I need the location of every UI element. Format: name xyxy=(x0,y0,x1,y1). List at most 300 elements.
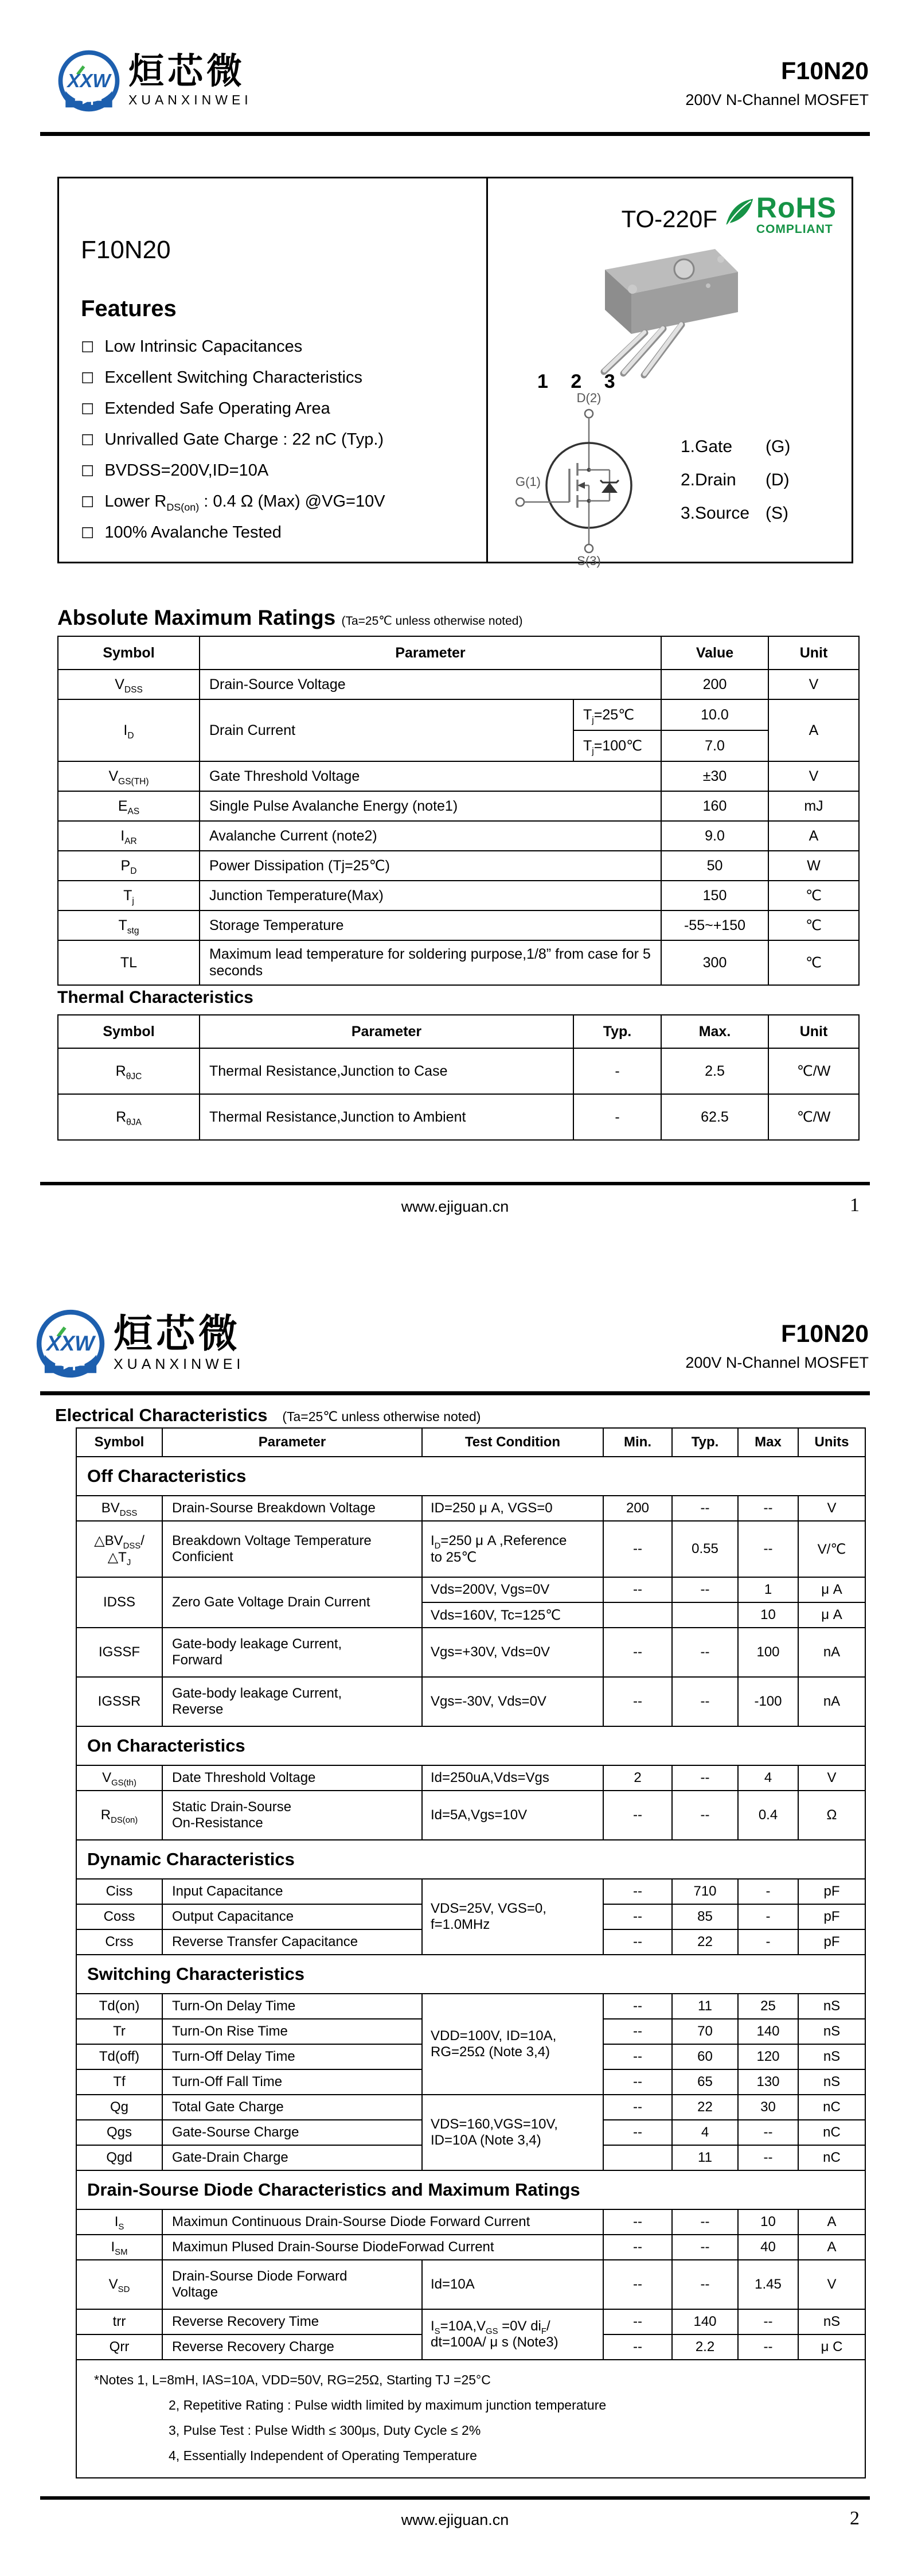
note-line: *Notes 1, L=8mH, IAS=10A, VDD=50V, RG=25Ω, Starting TJ =25°C xyxy=(94,2372,491,2387)
table-row xyxy=(58,1048,859,1094)
max-cell: 2.5 xyxy=(661,1048,768,1094)
checkbox-icon: ☐ xyxy=(81,524,95,542)
pin-legend xyxy=(681,423,790,523)
condition-cell: $T_j=100℃$ xyxy=(573,730,661,761)
feature-item xyxy=(81,523,486,542)
brand-logo xyxy=(57,49,252,112)
features-title: Features xyxy=(81,296,177,321)
min-cell: -- xyxy=(603,2120,672,2145)
col-header: Unit xyxy=(768,1015,859,1048)
typ-cell: 60 xyxy=(672,2044,738,2069)
typ-cell: -- xyxy=(672,2235,738,2260)
condition-cell: Id=250uA,Vds=Vgs xyxy=(422,1765,603,1791)
unit-cell: A xyxy=(768,821,859,851)
max-cell: -- xyxy=(738,2309,798,2334)
condition-cell: VDD=100V, ID=10A, RG=25Ω (Note 3,4) xyxy=(422,1994,603,2095)
col-header: Symbol xyxy=(76,1428,162,1457)
unit-cell: nS xyxy=(798,1994,865,2019)
note-line: 3, Pulse Test : Pulse Width ≤ 300μs, Duty Cycle ≤ 2% xyxy=(169,2423,481,2438)
max-cell: -- xyxy=(738,1521,798,1577)
col-header: Parameter xyxy=(200,1015,573,1048)
feature-item xyxy=(81,461,486,480)
symbol-cell: $\triangle BV_{DSS}/$ $\triangle T_J$ xyxy=(76,1521,162,1577)
min-cell: -- xyxy=(603,1791,672,1840)
unit-cell: μ A xyxy=(798,1602,865,1628)
section-row-diode: Drain-Sourse Diode Characteristics and Maximum Ratings xyxy=(76,2170,865,2209)
typ-cell: -- xyxy=(672,1628,738,1677)
param-cell: Maximun Continuous Drain-Sourse Diode Forward Current xyxy=(162,2209,603,2235)
table-row xyxy=(58,1094,859,1140)
feature-item xyxy=(81,399,486,418)
max-cell: 100 xyxy=(738,1628,798,1677)
min-cell xyxy=(603,2145,672,2170)
features-list xyxy=(81,337,486,542)
symbol-cell: $I_{SM}$ xyxy=(76,2235,162,2260)
typ-cell: 140 xyxy=(672,2309,738,2334)
symbol-cell: trr xyxy=(76,2309,162,2334)
table-row xyxy=(58,670,859,699)
header-rule xyxy=(40,1391,870,1395)
electrical-table xyxy=(76,1427,866,2478)
max-cell: 1.45 xyxy=(738,2260,798,2309)
unit-cell: V xyxy=(798,1765,865,1791)
value-cell: 10.0 xyxy=(661,699,768,730)
param-cell: Maximum lead temperature for soldering purpose,1/8” from case for 5 seconds xyxy=(200,940,661,985)
table-header-row xyxy=(58,1015,859,1048)
max-cell: 130 xyxy=(738,2069,798,2095)
section-row-dynamic: Dynamic Characteristics xyxy=(76,1840,865,1879)
condition-cell: Vgs=+30V, Vds=0V xyxy=(422,1628,603,1677)
symbol-cell: IDSS xyxy=(76,1577,162,1628)
brand-logo-icon xyxy=(57,49,120,112)
value-cell: ±30 xyxy=(661,761,768,791)
typ-cell: 11 xyxy=(672,1994,738,2019)
condition-cell: $T_j=25℃$ xyxy=(573,699,661,730)
max-cell: 10 xyxy=(738,1602,798,1628)
brand-name-cn: 烜芯微 xyxy=(128,52,246,91)
symbol-cell: Td(off) xyxy=(76,2044,162,2069)
col-header: Value xyxy=(661,636,768,670)
condition-cell: Vds=160V, Tc=125℃ xyxy=(422,1602,603,1628)
max-cell: -- xyxy=(738,1496,798,1521)
legend-item: 1.Gate (G) xyxy=(681,437,791,456)
table-row xyxy=(58,940,859,985)
symbol-cell: $BV_{DSS}$ xyxy=(76,1496,162,1521)
max-cell: - xyxy=(738,1879,798,1904)
col-header: Unit xyxy=(768,636,859,670)
param-cell: Zero Gate Voltage Drain Current xyxy=(162,1577,422,1628)
min-cell: -- xyxy=(603,1577,672,1602)
overview-panel xyxy=(57,177,853,568)
min-cell: -- xyxy=(603,2309,672,2334)
table-row xyxy=(76,1677,865,1726)
typ-cell: -- xyxy=(672,1677,738,1726)
col-header: Max. xyxy=(661,1015,768,1048)
unit-cell: pF xyxy=(798,1929,865,1955)
min-cell: -- xyxy=(603,1879,672,1904)
unit-cell: A xyxy=(768,699,859,761)
col-header: Min. xyxy=(603,1428,672,1457)
min-cell: -- xyxy=(603,1628,672,1677)
feature-item xyxy=(81,492,486,511)
min-cell: -- xyxy=(603,2044,672,2069)
symbol-cell: Tf xyxy=(76,2069,162,2095)
table-row xyxy=(76,1765,865,1791)
unit-cell: nS xyxy=(798,2019,865,2044)
unit-cell: nC xyxy=(798,2120,865,2145)
max-cell: 30 xyxy=(738,2095,798,2120)
condition-cell: Id=5A,Vgs=10V xyxy=(422,1791,603,1840)
feature-item xyxy=(81,430,486,449)
symbol-cell: Tr xyxy=(76,2019,162,2044)
min-cell: -- xyxy=(603,1521,672,1577)
param-cell: Turn-Off Fall Time xyxy=(162,2069,422,2095)
pin-numbers: 1 2 3 xyxy=(537,370,624,392)
symbol-cell: $T_{stg}$ xyxy=(58,910,200,940)
value-cell: 160 xyxy=(661,791,768,821)
condition-cell: VDS=25V, VGS=0, f=1.0MHz xyxy=(422,1879,603,1955)
max-cell: 140 xyxy=(738,2019,798,2044)
table-row xyxy=(76,2235,865,2260)
feature-item xyxy=(81,368,486,387)
symbol-cell: IGSSF xyxy=(76,1628,162,1677)
symbol-cell: $I_{AR}$ xyxy=(58,821,200,851)
param-cell: Thermal Resistance,Junction to Ambient xyxy=(200,1094,573,1140)
part-label: F10N20 xyxy=(81,236,171,264)
param-cell: Storage Temperature xyxy=(200,910,661,940)
param-cell: Drain-Sourse Breakdown Voltage xyxy=(162,1496,422,1521)
legend-item: 2.Drain (D) xyxy=(681,470,790,489)
typ-cell: 11 xyxy=(672,2145,738,2170)
condition-cell: ID=250 μ A, VGS=0 xyxy=(422,1496,603,1521)
unit-cell: V xyxy=(768,761,859,791)
doc-subtitle: 200V N-Channel MOSFET xyxy=(685,91,869,108)
col-header: Parameter xyxy=(200,636,661,670)
thermal-table xyxy=(57,1014,860,1141)
table-row xyxy=(76,2309,865,2334)
unit-cell: ℃ xyxy=(768,881,859,910)
feature-text: BVDSS=200V,ID=10A xyxy=(104,461,269,480)
condition-cell: $I_D=250$ μ A ,Reference to 25℃ xyxy=(422,1521,603,1577)
min-cell: -- xyxy=(603,2095,672,2120)
unit-cell: V xyxy=(768,670,859,699)
unit-cell: ℃/W xyxy=(768,1048,859,1094)
table-row xyxy=(76,2209,865,2235)
max-cell: -- xyxy=(738,2334,798,2360)
unit-cell: V xyxy=(798,2260,865,2309)
col-header: Symbol xyxy=(58,1015,200,1048)
unit-cell: nS xyxy=(798,2309,865,2334)
to220f-package-image xyxy=(536,236,783,380)
typ-cell xyxy=(672,1602,738,1628)
unit-cell: pF xyxy=(798,1879,865,1904)
typ-cell: -- xyxy=(672,2260,738,2309)
brand-name-en: XUANXINWEI xyxy=(114,1356,245,1372)
param-cell: Gate-Sourse Charge xyxy=(162,2120,422,2145)
typ-cell: 65 xyxy=(672,2069,738,2095)
unit-cell: W xyxy=(768,851,859,881)
param-cell: Drain-Sourse Diode Forward Voltage xyxy=(162,2260,422,2309)
param-cell: Gate Threshold Voltage xyxy=(200,761,661,791)
typ-cell: 22 xyxy=(672,1929,738,1955)
page-number: 2 xyxy=(850,2508,860,2529)
col-header: Typ. xyxy=(573,1015,661,1048)
rohs-line1: RoHS xyxy=(756,192,837,224)
symbol-cell: $V_{SD}$ xyxy=(76,2260,162,2309)
min-cell xyxy=(603,1602,672,1628)
table-header-row xyxy=(76,1428,865,1457)
table-row xyxy=(58,699,859,730)
param-cell: Output Capacitance xyxy=(162,1904,422,1929)
table-row xyxy=(58,851,859,881)
symbol-cell: $E_{AS}$ xyxy=(58,791,200,821)
typ-cell: 2.2 xyxy=(672,2334,738,2360)
symbol-cell: Crss xyxy=(76,1929,162,1955)
site-link: www.ejiguan.cn xyxy=(401,2511,509,2528)
symbol-row xyxy=(503,390,852,569)
note-line: 2, Repetitive Rating : Pulse width limited by maximum junction temperature xyxy=(169,2398,607,2412)
min-cell: -- xyxy=(603,2334,672,2360)
symbol-cell: Qgs xyxy=(76,2120,162,2145)
page-2 xyxy=(0,1288,910,2576)
feature-text: Extended Safe Operating Area xyxy=(104,399,330,418)
symbol-cell: $I_S$ xyxy=(76,2209,162,2235)
checkbox-icon: ☐ xyxy=(81,369,95,387)
symbol-cell: TL xyxy=(58,940,200,985)
unit-cell: pF xyxy=(798,1904,865,1929)
min-cell: 2 xyxy=(603,1765,672,1791)
symbol-cell: $V_{GS(th)}$ xyxy=(76,1765,162,1791)
drain-label: D(2) xyxy=(576,390,602,405)
typ-cell: -- xyxy=(672,1791,738,1840)
max-cell: 10 xyxy=(738,2209,798,2235)
param-cell: Drain Current xyxy=(200,699,573,761)
unit-cell: ℃ xyxy=(768,910,859,940)
col-header: Parameter xyxy=(162,1428,422,1457)
unit-cell: Ω xyxy=(798,1791,865,1840)
electrical-title-note: (Ta=25℃ unless otherwise noted) xyxy=(282,1409,481,1424)
unit-cell: A xyxy=(798,2235,865,2260)
condition-cell: VDS=160,VGS=10V, ID=10A (Note 3,4) xyxy=(422,2095,603,2170)
symbol-cell: $I_D$ xyxy=(58,699,200,761)
table-row xyxy=(76,1628,865,1677)
max-cell: 62.5 xyxy=(661,1094,768,1140)
param-cell: Avalanche Current (note2) xyxy=(200,821,661,851)
typ-cell: 4 xyxy=(672,2120,738,2145)
header-rule xyxy=(40,132,870,136)
param-cell: Gate-Drain Charge xyxy=(162,2145,422,2170)
unit-cell: nA xyxy=(798,1677,865,1726)
section-row-on: On Characteristics xyxy=(76,1726,865,1765)
gate-label: G(1) xyxy=(515,474,541,489)
table-row xyxy=(76,1879,865,1904)
value-cell: 300 xyxy=(661,940,768,985)
symbol-cell: Qrr xyxy=(76,2334,162,2360)
typ-cell: -- xyxy=(672,1496,738,1521)
svg-text:XXW: XXW xyxy=(46,1332,95,1356)
electrical-title: Electrical Characteristics (Ta=25℃ unless otherwise noted) xyxy=(55,1405,481,1425)
rohs-text xyxy=(756,192,837,236)
doc-header-right xyxy=(685,1320,869,1372)
unit-cell: ℃/W xyxy=(768,1094,859,1140)
abs-max-table xyxy=(57,636,860,986)
feature-item xyxy=(81,337,486,356)
param-cell: Drain-Source Voltage xyxy=(200,670,661,699)
param-cell: Input Capacitance xyxy=(162,1879,422,1904)
brand-logo-icon xyxy=(36,1309,106,1379)
min-cell: -- xyxy=(603,2209,672,2235)
part-number: F10N20 xyxy=(781,57,869,85)
table-row xyxy=(58,791,859,821)
doc-subtitle: 200V N-Channel MOSFET xyxy=(685,1354,869,1371)
table-row xyxy=(76,1791,865,1840)
feature-text: 100% Avalanche Tested xyxy=(104,523,282,542)
notes-row xyxy=(76,2360,865,2478)
condition-cell: Vds=200V, Vgs=0V xyxy=(422,1577,603,1602)
brand-name-cn: 烜芯微 xyxy=(114,1312,241,1356)
max-cell: 0.4 xyxy=(738,1791,798,1840)
min-cell: -- xyxy=(603,2235,672,2260)
table-header-row xyxy=(58,636,859,670)
symbol-cell: $V_{GS(TH)}$ xyxy=(58,761,200,791)
typ-cell: - xyxy=(573,1094,661,1140)
param-cell: Breakdown Voltage Temperature Conficient xyxy=(162,1521,422,1577)
brand-text xyxy=(114,1314,244,1373)
min-cell: -- xyxy=(603,1994,672,2019)
min-cell: -- xyxy=(603,1677,672,1726)
note-line: 4, Essentially Independent of Operating Temperature xyxy=(169,2448,477,2463)
symbol-cell: Ciss xyxy=(76,1879,162,1904)
min-cell: -- xyxy=(603,1929,672,1955)
symbol-cell: $R_{DS(on)}$ xyxy=(76,1791,162,1840)
abs-max-title: Absolute Maximum Ratings (Ta=25℃ unless otherwise noted) xyxy=(57,606,523,629)
rohs-line2: COMPLIANT xyxy=(756,222,833,236)
min-cell: -- xyxy=(603,1904,672,1929)
package-panel xyxy=(488,178,852,568)
unit-cell: A xyxy=(798,2209,865,2235)
checkbox-icon: ☐ xyxy=(81,400,95,418)
package-header xyxy=(488,192,837,236)
checkbox-icon: ☐ xyxy=(81,431,95,449)
condition-cell: $I_S=10A,V_{GS} =0V$ $di_F/$ dt=100A/ μ s (Note3) xyxy=(422,2309,603,2360)
value-cell: 7.0 xyxy=(661,730,768,761)
col-header: Units xyxy=(798,1428,865,1457)
param-cell: Reverse Recovery Charge xyxy=(162,2334,422,2360)
col-header: Max xyxy=(738,1428,798,1457)
max-cell: - xyxy=(738,1929,798,1955)
symbol-cell: Coss xyxy=(76,1904,162,1929)
param-cell: Total Gate Charge xyxy=(162,2095,422,2120)
part-number: F10N20 xyxy=(781,1320,869,1348)
max-cell: -- xyxy=(738,2120,798,2145)
unit-cell: nA xyxy=(798,1628,865,1677)
checkbox-icon: ☐ xyxy=(81,338,95,356)
thermal-title: Thermal Characteristics xyxy=(57,988,253,1007)
feature-text: Unrivalled Gate Charge : 22 nC (Typ.) xyxy=(104,430,384,449)
table-row xyxy=(76,1577,865,1602)
features-panel xyxy=(59,178,488,562)
min-cell: -- xyxy=(603,2069,672,2095)
feature-text: Lower $R_{DS(on)}$ : 0.4 Ω (Max) @VG=10V xyxy=(104,492,385,513)
typ-cell: -- xyxy=(672,1577,738,1602)
feature-text: Low Intrinsic Capacitances xyxy=(104,337,303,356)
typ-cell: 0.55 xyxy=(672,1521,738,1577)
max-cell: 25 xyxy=(738,1994,798,2019)
col-header: Symbol xyxy=(58,636,200,670)
symbol-cell: Td(on) xyxy=(76,1994,162,2019)
max-cell: 1 xyxy=(738,1577,798,1602)
param-cell: Static Drain-Sourse On-Resistance xyxy=(162,1791,422,1840)
symbol-cell: $R_{\theta JA}$ xyxy=(58,1094,200,1140)
typ-cell: - xyxy=(573,1048,661,1094)
checkbox-icon: ☐ xyxy=(81,462,95,480)
page-number: 1 xyxy=(850,1194,860,1216)
brand-logo xyxy=(36,1309,244,1379)
param-cell: Junction Temperature(Max) xyxy=(200,881,661,910)
condition-cell: Id=10A xyxy=(422,2260,603,2309)
symbol-cell: $T_j$ xyxy=(58,881,200,910)
param-cell: Turn-Off Delay Time xyxy=(162,2044,422,2069)
table-row xyxy=(76,1521,865,1577)
param-cell: Reverse Transfer Capacitance xyxy=(162,1929,422,1955)
svg-text:XXW: XXW xyxy=(67,70,111,91)
param-cell: Gate-body leakage Current, Forward xyxy=(162,1628,422,1677)
symbol-cell: Qgd xyxy=(76,2145,162,2170)
unit-cell: nC xyxy=(798,2095,865,2120)
value-cell: 200 xyxy=(661,670,768,699)
max-cell: 4 xyxy=(738,1765,798,1791)
table-row xyxy=(58,881,859,910)
min-cell: -- xyxy=(603,2019,672,2044)
legend-item: 3.Source (S) xyxy=(681,503,788,523)
value-cell: -55~+150 xyxy=(661,910,768,940)
param-cell: Maximun Plused Drain-Sourse DiodeForwad Current xyxy=(162,2235,603,2260)
value-cell: 150 xyxy=(661,881,768,910)
typ-cell: 710 xyxy=(672,1879,738,1904)
max-cell: -- xyxy=(738,2145,798,2170)
condition-cell: Vgs=-30V, Vds=0V xyxy=(422,1677,603,1726)
max-cell: - xyxy=(738,1904,798,1929)
value-cell: 50 xyxy=(661,851,768,881)
symbol-cell: $P_D$ xyxy=(58,851,200,881)
typ-cell: -- xyxy=(672,2209,738,2235)
mosfet-symbol-diagram xyxy=(503,390,669,569)
table-row xyxy=(76,2260,865,2309)
table-row xyxy=(76,1496,865,1521)
min-cell: -- xyxy=(603,2260,672,2309)
table-row xyxy=(58,910,859,940)
min-cell: 200 xyxy=(603,1496,672,1521)
unit-cell: nS xyxy=(798,2069,865,2095)
brand-name-en: XUANXINWEI xyxy=(128,92,252,107)
section-row-off: Off Characteristics xyxy=(76,1457,865,1496)
param-cell: Turn-On Delay Time xyxy=(162,1994,422,2019)
col-header: Typ. xyxy=(672,1428,738,1457)
table-row xyxy=(76,2095,865,2120)
abs-max-title-note: (Ta=25℃ unless otherwise noted) xyxy=(341,614,523,628)
param-cell: Turn-On Rise Time xyxy=(162,2019,422,2044)
footer-rule xyxy=(40,1182,870,1185)
param-cell: Gate-body leakage Current, Reverse xyxy=(162,1677,422,1726)
symbol-cell: IGSSR xyxy=(76,1677,162,1726)
param-cell: Reverse Recovery Time xyxy=(162,2309,422,2334)
brand-text xyxy=(128,54,252,108)
doc-header-right xyxy=(685,57,869,109)
value-cell: 9.0 xyxy=(661,821,768,851)
site-link: www.ejiguan.cn xyxy=(401,1198,509,1215)
max-cell: 120 xyxy=(738,2044,798,2069)
symbol-cell: Qg xyxy=(76,2095,162,2120)
